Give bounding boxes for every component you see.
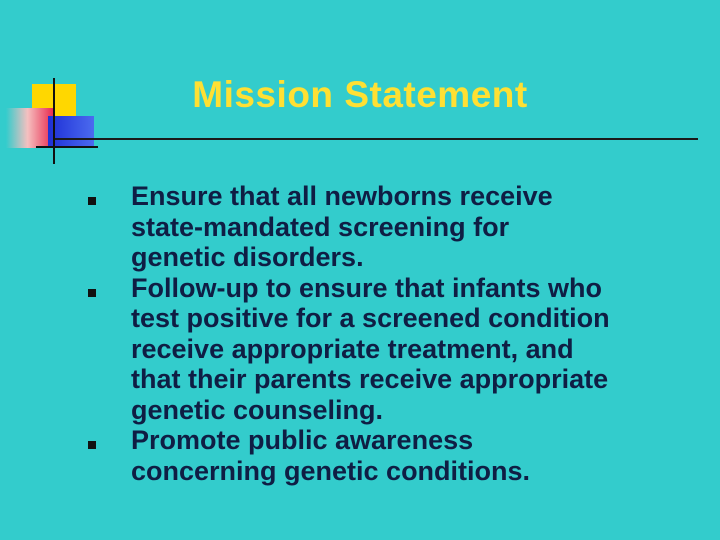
- bullet-item: [88, 273, 713, 426]
- bullet-item: [88, 425, 713, 486]
- bullet-square-icon: [88, 197, 96, 205]
- bullet-square-icon: [88, 441, 96, 449]
- logo-horizontal-line: [36, 146, 98, 148]
- bullet-list: [88, 181, 713, 486]
- slide-title: Mission Statement: [192, 74, 528, 115]
- title-underline: [55, 138, 698, 140]
- bullet-item: [88, 181, 713, 273]
- bullet-text: Follow-up to ensure that infants who test positive for a screened condition receive appropriate treatment, and that their parents receive appropriate genetic counseling.: [131, 272, 610, 425]
- bullet-text: Ensure that all newborns receive state-mandated screening for genetic disorders.: [131, 181, 553, 272]
- bullet-text: Promote public awareness concerning genetic conditions.: [131, 425, 531, 486]
- bullet-square-icon: [88, 289, 96, 297]
